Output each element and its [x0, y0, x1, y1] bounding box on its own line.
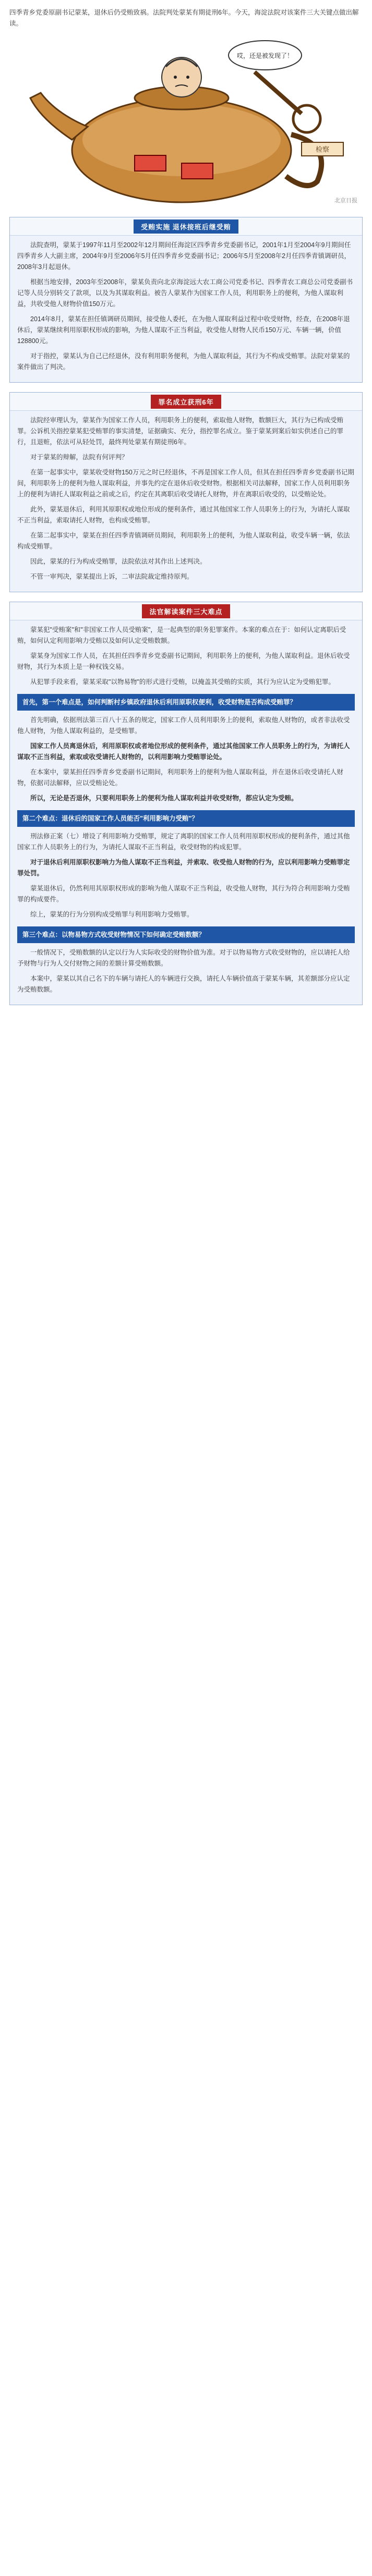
paragraph: 从犯罪手段来看，蒙某采取"以物易物"的形式进行受贿，以掩盖其受贿的实质，其行为应认定为受贿犯罪。 — [30, 678, 335, 686]
article-page — [0, 0, 372, 1005]
cartoon-illustration — [9, 35, 363, 207]
section-head — [10, 602, 362, 620]
speech-text: 哎，还是被发现了！ — [236, 52, 294, 59]
paragraph: 因此，蒙某的行为构成受贿罪，法院依法对其作出上述判决。 — [30, 558, 207, 565]
paragraph: 本案中，蒙某以其自己名下的车辆与请托人的车辆进行交换，请托人车辆价值高于蒙某车辆，其差额部分应认定为受贿数额。 — [17, 975, 350, 993]
paragraph: 首先明确，依据刑法第三百八十五条的规定，国家工作人员利用职务上的便利，索取他人财物的，或者非法收受他人财物，为他人谋取利益的，是受贿罪。 — [17, 716, 350, 735]
paragraph: 根据当地安排，2003年至2008年，蒙某负责向北京海淀远大农工商公司党委书记、四季青农工商总公司党委副书记等人员分别转交了款项，以及为其谋取利益。被告人蒙某作为国家工作人员，利用职务上的便利，为他人谋取利益，共收受他人财物价值150万元。 — [17, 278, 353, 308]
paragraph: 蒙某身为国家工作人员，在其担任四季青乡党委副书记期间，利用职务上的便利，为他人谋取利益。退休后收受财物，其行为本质上是一种权钱交易。 — [17, 652, 350, 670]
paragraph-highlight: 所以，无论是否退休，只要利用职务上的便利为他人谋取利益并收受财物，都应认定为受贿。 — [30, 795, 298, 802]
section-head — [10, 217, 362, 236]
paragraph: 2014年8月，蒙某在担任镇调研员期间，接受他人委托，在为他人谋取利益过程中收受财物，经查，在2008年退休后，蒙某继续利用原职权形成的影响，为他人谋取不正当利益，收受他人财物人民币150万元、车辆一辆，价值128800元。 — [17, 315, 350, 345]
label-text: 检察 — [315, 145, 330, 153]
section-verdict — [9, 392, 363, 592]
paragraph: 蒙某犯"受贿案"和"非国家工作人员受贿案"，是一起典型的职务犯罪案件。本案的难点在于：如何认定离职后受贿，如何认定利用影响力受贿以及如何认定受贿数额。 — [17, 626, 346, 644]
intro-text: 四季青乡党委原副书记蒙某，退休后仍受贿致祸。法院判处蒙某有期徒刑6年。今天，海淀法院对该案件三大关键点做出解读。 — [9, 9, 359, 27]
section-case-facts — [9, 217, 363, 383]
paragraph-highlight: 国家工作人员离退休后，利用原职权或者地位形成的便利条件，通过其他国家工作人员职务上的行为，为请托人谋取不正当利益，索取或收受请托人财物的，以利用影响力受贿罪论处。 — [17, 742, 350, 761]
section-judge-analysis — [9, 602, 363, 1005]
paragraph: 对于蒙某的辩解，法院有何评判？ — [30, 454, 128, 461]
paragraph: 法院查明，蒙某于1997年11月至2002年12月期间任海淀区四季青乡党委副书记，2001年1月至2004年9月期间任四季青乡人大副主席，2004年9月至2006年5月任四季青乡党委副书记；2006年5月至2008年2月任四季青镇调研员，2008年3月起退休。 — [17, 241, 351, 271]
paragraph: 在第一起事实中，蒙某收受财物150万元之时已经退休，不再是国家工作人员，但其在担任四季青乡党委副书记期间，利用职务上的便利为他人谋取利益，并事先约定在退休后收受财物。根据相关司法解释，国家工作人员利用职务上的便利为请托人谋取利益之前或之后，约定在其离职后收受请托人财物，并在离职后收受的，以受贿论处。 — [17, 469, 354, 498]
paragraph: 对于指控，蒙某认为自己已经退休，没有利用职务便利，为他人谋取利益，其行为不构成受贿罪。法院对蒙某的案件做出了判决。 — [17, 352, 350, 371]
subheading-difficulty-2: 第二个难点：退休后的国家工作人员能否"利用影响力受贿"？ — [17, 810, 355, 827]
paragraph: 一般情况下，受贿数额的认定以行为人实际收受的财物价值为准。对于以物易物方式收受财物的，应以请托人给予财物与行为人交付财物之间的差额计算受贿数额。 — [17, 949, 350, 967]
paragraph: 综上，蒙某的行为分别构成受贿罪与利用影响力受贿罪。 — [30, 911, 194, 918]
paragraph: 在第二起事实中，蒙某在担任四季青镇调研员期间，利用职务上的便利，为他人谋取利益，收受车辆一辆，依法构成受贿罪。 — [17, 532, 350, 550]
paragraph: 蒙某退休后，仍然利用其原职权形成的影响为他人谋取不正当利益，收受他人财物，其行为符合利用影响力受贿罪的构成要件。 — [17, 885, 350, 903]
subheading-difficulty-3: 第三个难点：以物易物方式收受财物情况下如何确定受贿数额？ — [17, 926, 355, 943]
paragraph: 刑法修正案（七）增设了利用影响力受贿罪，规定了离职的国家工作人员利用原职权形成的便利条件，通过其他国家工作人员职务上的行为，为请托人谋取不正当利益，收受财物的构成犯罪。 — [17, 833, 350, 851]
section-title: 法官解读案件三大难点 — [142, 604, 230, 618]
cartoon-teapot-image — [9, 35, 363, 207]
image-caption: 北京日报 — [334, 198, 357, 204]
paragraph: 法院经审理认为，蒙某作为国家工作人员，利用职务上的便利，索取他人财物，数额巨大，其行为已构成受贿罪。公诉机关指控蒙某犯受贿罪的事实清楚，证据确实、充分，指控罪名成立。鉴于蒙某到案后如实供述自己的罪行，且退赃，依法可从轻处罚，最终判处蒙某有期徒刑6年。 — [17, 417, 344, 446]
paragraph: 在本案中，蒙某担任四季青乡党委副书记期间，利用职务上的便利为他人谋取利益，并在退休后收受请托人财物，依据司法解释，应以受贿论处。 — [17, 768, 344, 787]
subheading-difficulty-1: 首先，第一个难点是，如何判断村乡镇政府退休后利用原职权便利，收受财物是否构成受贿罪？ — [17, 694, 355, 711]
paragraph-highlight: 对于退休后利用原职权影响力为他人谋取不正当利益，并索取、收受他人财物的行为，应以利用影响力受贿罪定罪处罚。 — [17, 859, 350, 877]
section-head — [10, 393, 362, 411]
section-title: 罪名成立获刑6年 — [151, 395, 221, 409]
paragraph: 不管一审判决，蒙某提出上诉，二审法院裁定维持原判。 — [30, 573, 194, 580]
paragraph: 此外，蒙某退休后，利用其原职权或地位形成的便利条件，通过其他国家工作人员职务上的行为，为请托人谋取不正当利益，索取请托人财物，也构成受贿罪。 — [17, 506, 350, 524]
section-title: 受贿实施 退休接班后继受贿 — [134, 219, 238, 234]
